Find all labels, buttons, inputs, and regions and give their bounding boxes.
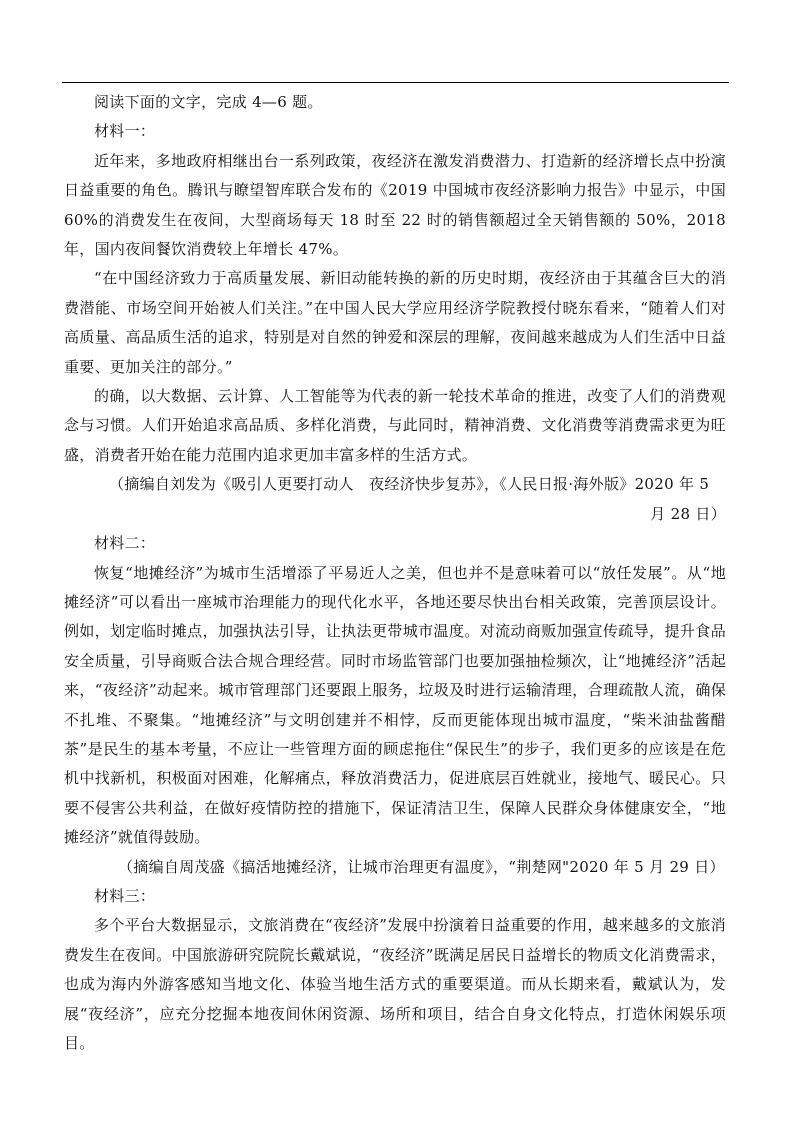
material-2-source: （摘编自周茂盛《搞活地摊经济，让城市治理更有温度》，“荆楚网"2020 年 5 月 29 日） [118, 857, 725, 876]
material-1-paragraph: 的确，以大数据、云计算、人工智能等为代表的新一轮技术革命的推进，改变了人们的消费观念与习惯。人们开始追求高品质、多样化消费，与此同时，精神消费、文化消费等消费需求更为旺盛，消费者开始在能力范围内追求更加丰富多样的生活方式。 [64, 387, 726, 464]
reading-passage [64, 88, 726, 1058]
material-2-paragraph: 恢复“地摊经济”为城市生活增添了平易近人之美，但也并不是意味着可以“放任发展”。从“地摊经济”可以看出一座城市治理能力的现代化水平，各地还要尽快出台相关政策，完善顶层设计。例如，划定临时摊点，加强执法引导，让执法更带城市温度。对流动商贩加强宣传疏导，提升食品安全质量，引导商贩合法合规合理经营。同时市场监管部门也要加强抽检频次，让“地摊经济”活起来，“夜经济”动起来。城市管理部门还要跟上服务，垃圾及时进行运输清理，合理疏散人流，确保不扎堆、不聚集。“地摊经济”与文明创建并不相悖，反而更能体现出城市温度，“柴米油盐酱醋茶”是民生的基本考量，不应让一些管理方面的顾虑拖住“保民生”的步子，我们更多的应该是在危机中找新机，积极面对困难，化解痛点，释放消费活力，促进底层百姓就业，接地气、暖民心。只要不侵害公共利益，在做好疫情防控的措施下，保证清洁卫生，保障人民群众身体健康安全，“地摊经济”就值得鼓励。 [64, 563, 726, 847]
material-2-heading: 材料二： [94, 534, 156, 553]
material-1-heading: 材料一： [94, 122, 156, 141]
header-rule [62, 82, 729, 83]
material-1-paragraph: “在中国经济致力于高质量发展、新旧动能转换的新的历史时期，夜经济由于其蕴含巨大的消费潜能、市场空间开始被人们关注。”在中国人民大学应用经济学院教授付晓东看来，“随着人们对高质量、高品质生活的追求，特别是对自然的钟爱和深层的理解，夜间越来越成为人们生活中日益重要、更加关注的部分。” [64, 269, 726, 376]
material-3-paragraph: 多个平台大数据显示，文旅消费在“夜经济”发展中扮演着日益重要的作用，越来越多的文旅消费发生在夜间。中国旅游研究院院长戴斌说，“夜经济”既满足居民日益增长的物质文化消费需求，也成为海内外游客感知当地文化、体验当地生活方式的重要渠道。而从长期来看，戴斌认为，发展“夜经济”，应充分挖掘本地夜间休闲资源、场所和项目，结合自身文化特点，打造休闲娱乐项目。 [64, 916, 726, 1052]
instruction: 阅读下面的文字，完成 4—6 题。 [94, 93, 323, 111]
material-1-source: （摘编自刘发为《吸引人更要打动人 夜经济快步复苏》，《人民日报·海外版》2020 年 5 [109, 475, 710, 494]
material-3-heading: 材料三： [94, 886, 156, 905]
material-1-source-cont: 月 28 日） [650, 504, 726, 523]
material-1-paragraph: 近年来，多地政府相继出台一系列政策，夜经济在激发消费潜力、打造新的经济增长点中扮演日益重要的角色。腾讯与瞭望智库联合发布的《2019 中国城市夜经济影响力报告》中显示，中国 60%的消费发生在夜间，大型商场每天 18 时至 22 时的销售额超过全天销售额的 50%，2018 年，国内夜间餐饮消费较上年增长 47%。 [64, 151, 726, 259]
